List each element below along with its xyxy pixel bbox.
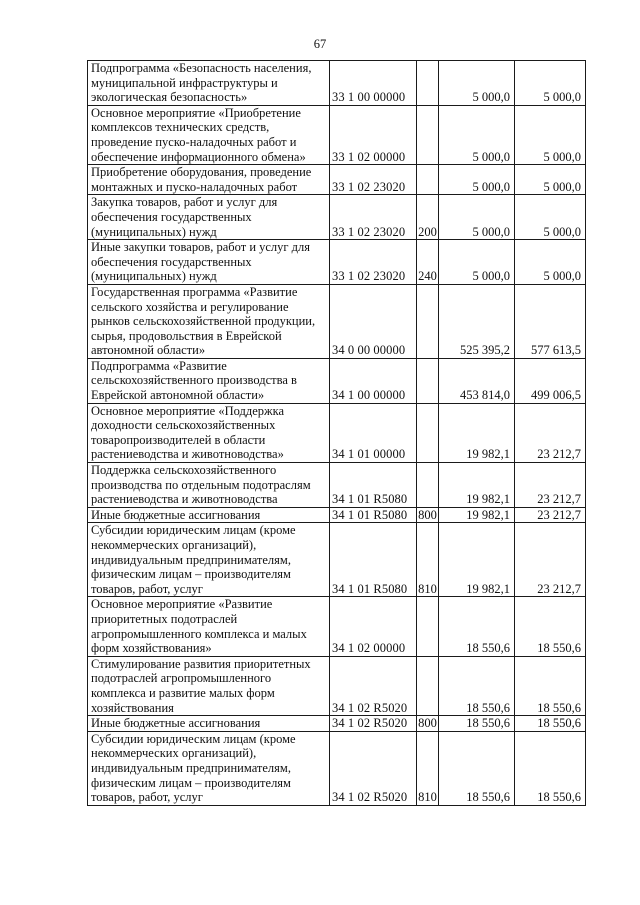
description-line: индивидуальным предпринимателям,: [91, 552, 291, 567]
expense-type-code: 800: [418, 507, 437, 522]
row-description: [88, 716, 330, 732]
expense-type-code: [417, 105, 439, 164]
amount-year-1: 5 000,0: [439, 105, 515, 164]
description-line: товаров, работ, услуг: [91, 581, 203, 596]
expense-type-code: [417, 284, 439, 358]
description-line: экологическая безопасность»: [91, 90, 248, 105]
description-line: Еврейской автономной области»: [91, 388, 265, 403]
expense-type-code: [417, 463, 439, 508]
expense-type-code: [417, 597, 439, 656]
description-line: подотраслей агропромышленного: [91, 671, 272, 686]
description-line: Закупка товаров, работ и услуг для: [91, 195, 278, 210]
table-row: [88, 165, 586, 195]
row-description: [88, 61, 330, 106]
row-description: [88, 165, 330, 195]
description-line: Основное мероприятие «Поддержка: [91, 403, 285, 418]
amount-year-1: 5 000,0: [439, 240, 515, 285]
description-line: рынков сельскохозяйственной продукции,: [91, 314, 316, 329]
expense-type-code: [417, 61, 439, 106]
table-row: [88, 105, 586, 164]
description-line: форм хозяйствования»: [91, 641, 212, 656]
amount-year-2: 499 006,5: [515, 358, 586, 403]
description-line: Стимулирование развития приоритетных: [91, 656, 311, 671]
description-line: автономной области»: [91, 343, 206, 358]
description-line: доходности сельскохозяйственных: [91, 418, 276, 433]
budget-classification-code: 33 1 02 00000: [330, 105, 417, 164]
row-description: [88, 656, 330, 715]
expense-type-code: 240: [417, 240, 439, 285]
description-line: Субсидии юридическим лицам (кроме: [91, 523, 296, 538]
table-row: [88, 463, 586, 508]
amount-year-2: 5 000,0: [515, 165, 586, 195]
budget-classification-code: 33 1 02 23020: [330, 165, 417, 195]
amount-year-1: 453 814,0: [439, 358, 515, 403]
amount-year-1: 18 550,6: [439, 716, 515, 732]
table-row: [88, 61, 586, 106]
budget-table: [87, 60, 586, 806]
amount-year-1: 18 550,6: [439, 731, 515, 805]
amount-year-2: 18 550,6: [515, 656, 586, 715]
description-line: обеспечение информационного обмена»: [91, 149, 306, 164]
budget-classification-code: 34 1 01 R5080: [330, 463, 417, 508]
description-line: Иные закупки товаров, работ и услуг для: [91, 240, 311, 255]
description-line: (муниципальных) нужд: [91, 269, 217, 284]
amount-year-1: 5 000,0: [439, 195, 515, 240]
description-line: Приобретение оборудования, проведение: [91, 165, 312, 180]
row-description: [88, 731, 330, 805]
amount-year-2: 5 000,0: [515, 240, 586, 285]
budget-classification-code: 34 1 00 00000: [330, 358, 417, 403]
description-line: хозяйствования: [91, 700, 174, 715]
amount-year-2: 5 000,0: [515, 61, 586, 106]
description-line: физическим лицам – производителям: [91, 775, 291, 790]
amount-year-2: 18 550,6: [515, 597, 586, 656]
description-line: (муниципальных) нужд: [91, 224, 217, 239]
amount-year-2: 5 000,0: [515, 105, 586, 164]
description-line: Основное мероприятие «Приобретение: [91, 105, 301, 120]
amount-year-1: 19 982,1: [439, 523, 515, 597]
budget-classification-code: 33 1 02 23020: [330, 240, 417, 285]
description-line: муниципальной инфраструктуры и: [91, 75, 278, 90]
amount-year-1: 19 982,1: [439, 463, 515, 508]
row-description: [88, 523, 330, 597]
amount-year-2: 23 212,7: [515, 523, 586, 597]
expense-type-code: [417, 165, 439, 195]
description-line: Подпрограмма «Развитие: [91, 358, 227, 373]
row-description: [88, 105, 330, 164]
description-line: Государственная программа «Развитие: [91, 284, 298, 299]
description-line: проведение пуско-наладочных работ и: [91, 134, 297, 149]
description-line: монтажных и пуско-наладочных работ: [91, 179, 298, 194]
description-line: товаров, работ, услуг: [91, 790, 203, 805]
expense-type-code: 810: [417, 523, 439, 597]
table-row: [88, 523, 586, 597]
amount-year-2: 18 550,6: [515, 716, 586, 732]
description-line: приоритетных подотраслей: [91, 611, 238, 626]
expense-type-code: 800: [418, 716, 437, 731]
amount-year-2: 577 613,5: [515, 284, 586, 358]
amount-year-2: 23 212,7: [515, 507, 586, 523]
amount-year-2: 23 212,7: [515, 463, 586, 508]
budget-table-body: [88, 61, 586, 806]
row-description: [88, 597, 330, 656]
row-description: [88, 195, 330, 240]
description-line: сырья, продовольствия в Еврейской: [91, 328, 282, 343]
budget-classification-code: 33 1 02 23020: [330, 195, 417, 240]
description-line: Иные бюджетные ассигнования: [91, 716, 261, 731]
amount-year-2: 18 550,6: [515, 731, 586, 805]
description-line: растениеводства и животноводства: [91, 492, 278, 507]
description-line: Иные бюджетные ассигнования: [91, 507, 261, 522]
amount-year-1: 5 000,0: [439, 165, 515, 195]
description-line: обеспечения государственных: [91, 254, 252, 269]
budget-classification-code: 34 1 01 R5080: [330, 523, 417, 597]
table-row: [88, 284, 586, 358]
description-line: сельскохозяйственного производства в: [91, 373, 297, 388]
description-line: некоммерческих организаций),: [91, 538, 257, 552]
table-row: [88, 507, 586, 523]
amount-year-1: 525 395,2: [439, 284, 515, 358]
description-line: Основное мероприятие «Развитие: [91, 597, 273, 612]
budget-classification-code: 34 1 02 R5020: [330, 731, 417, 805]
table-row: [88, 403, 586, 462]
page-number: 67: [313, 37, 327, 51]
table-row: [88, 195, 586, 240]
table-row: [88, 240, 586, 285]
amount-year-1: 19 982,1: [439, 403, 515, 462]
amount-year-1: 5 000,0: [439, 61, 515, 106]
budget-classification-code: 34 1 02 R5020: [330, 716, 417, 732]
row-description: [88, 358, 330, 403]
row-description: [88, 240, 330, 285]
expense-type-code: [417, 656, 439, 715]
amount-year-1: 18 550,6: [439, 597, 515, 656]
row-description: [88, 284, 330, 358]
row-description: [88, 463, 330, 508]
budget-classification-code: 34 1 01 R5080: [330, 507, 417, 523]
table-row: [88, 358, 586, 403]
table-row: [88, 656, 586, 715]
description-line: индивидуальным предпринимателям,: [91, 760, 291, 775]
expense-type-code: [417, 403, 439, 462]
row-description: [88, 507, 330, 523]
expense-type-code: 200: [417, 195, 439, 240]
description-line: Поддержка сельскохозяйственного: [91, 463, 277, 478]
amount-year-1: 18 550,6: [439, 656, 515, 715]
description-line: товаропроизводителей в области: [91, 432, 266, 447]
table-row: [88, 716, 586, 732]
budget-classification-code: 34 0 00 00000: [330, 284, 417, 358]
description-line: производства по отдельным подотраслям: [91, 477, 311, 492]
budget-classification-code: 34 1 02 00000: [330, 597, 417, 656]
description-line: обеспечения государственных: [91, 209, 252, 224]
row-description: [88, 403, 330, 462]
description-line: агропромышленного комплекса и малых: [91, 626, 307, 641]
table-row: [88, 731, 586, 805]
description-line: растениеводства и животноводства»: [91, 447, 284, 462]
amount-year-1: 19 982,1: [439, 507, 515, 523]
budget-classification-code: 33 1 00 00000: [330, 61, 417, 106]
description-line: комплексов технических средств,: [91, 120, 270, 135]
amount-year-2: 5 000,0: [515, 195, 586, 240]
table-row: [88, 597, 586, 656]
description-line: комплекса и развитие малых форм: [91, 685, 275, 700]
expense-type-code: [417, 358, 439, 403]
expense-type-code: 810: [417, 731, 439, 805]
description-line: Подпрограмма «Безопасность населения,: [91, 61, 312, 75]
description-line: некоммерческих организаций),: [91, 746, 257, 761]
description-line: Субсидии юридическим лицам (кроме: [91, 731, 296, 746]
amount-year-2: 23 212,7: [515, 403, 586, 462]
budget-classification-code: 34 1 01 00000: [330, 403, 417, 462]
description-line: физическим лицам – производителям: [91, 567, 291, 582]
budget-classification-code: 34 1 02 R5020: [330, 656, 417, 715]
description-line: сельского хозяйства и регулирование: [91, 299, 289, 314]
